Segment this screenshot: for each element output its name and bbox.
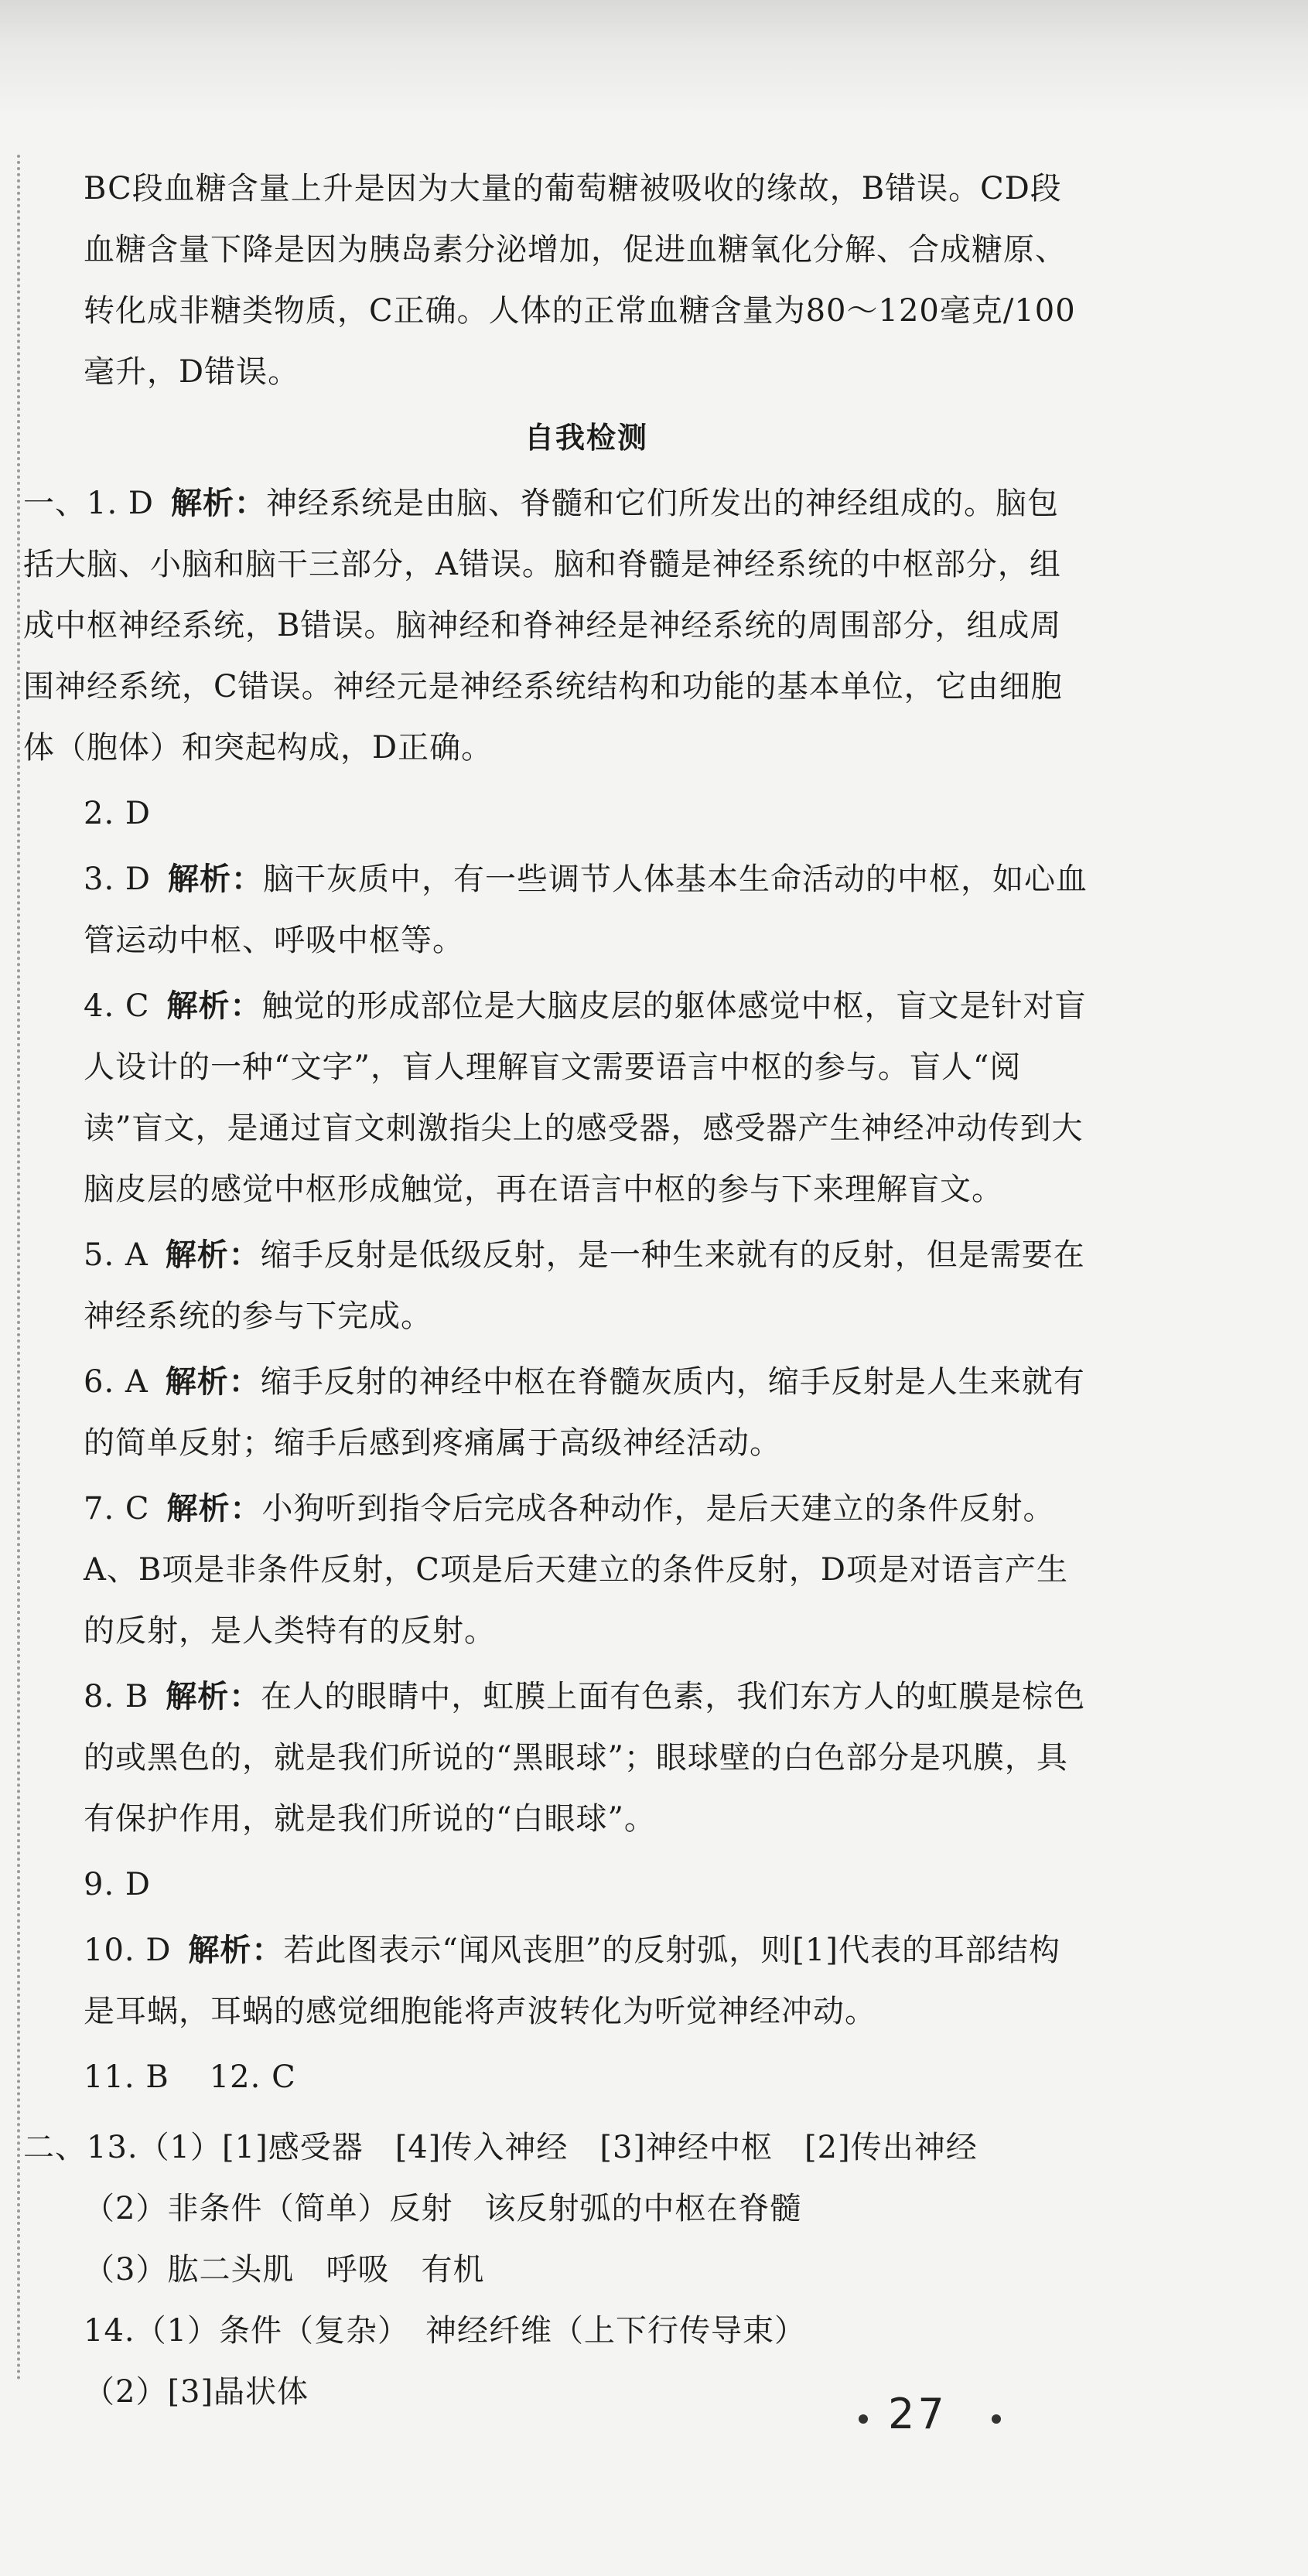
explain-label: 解析： [167, 862, 263, 897]
answer-number: 9. D [84, 1867, 151, 1902]
answer-number: 2. D [84, 796, 151, 831]
answer-item [84, 1920, 1089, 2042]
answer-text: 触觉的形成部位是大脑皮层的躯体感觉中枢，盲文是针对盲人设计的一种“文字”，盲人理解盲文需要语言中枢的参与。盲人“阅读”盲文，是通过盲文刺激指尖上的感受器，感受器产生神经冲动传到大脑皮层的感觉中枢形成触觉，再在语言中枢的参与下来理解盲文。 [84, 988, 1087, 1207]
explain-label: 解析： [170, 486, 266, 521]
answer-text: 缩手反射的神经中枢在脊髓灰质内，缩手反射是人生来就有的简单反射；缩手后感到疼痛属于高级神经活动。 [84, 1364, 1085, 1461]
answer-line: （2）非条件（简单）反射 该反射弧的中枢在脊髓 [84, 2191, 802, 2226]
explain-label: 解析： [166, 1679, 261, 1714]
answer-number: 8. B [84, 1679, 149, 1714]
explain-label: 解析： [166, 1491, 262, 1527]
answer-text: 脑干灰质中，有一些调节人体基本生命活动的中枢，如心血管运动中枢、呼吸中枢等。 [84, 862, 1088, 958]
page-number: 27 [888, 2390, 948, 2438]
answer-content [23, 159, 1089, 2423]
answer-item [84, 2047, 1089, 2108]
page-number-dot [859, 2414, 868, 2424]
answer-item [84, 1225, 1089, 1347]
answer-number: 7. C [84, 1491, 150, 1527]
answer-number: 10. D [84, 1933, 172, 1968]
answer-number: 3. D [84, 862, 151, 897]
answer-text: 在人的眼睛中，虹膜上面有色素，我们东方人的虹膜是棕色的或黑色的，就是我们所说的“黑眼球”；眼球壁的白色部分是巩膜，具有保护作用，就是我们所说的“白眼球”。 [84, 1679, 1086, 1837]
answer-line: （2）[3]晶状体 [84, 2374, 309, 2410]
answer-item [84, 1352, 1089, 1474]
answer-number: 4. C [84, 988, 150, 1024]
explain-label: 解析： [166, 988, 262, 1024]
answer-number: 6. A [84, 1364, 149, 1400]
answer-item [84, 849, 1089, 971]
answer-line: （3）肱二头肌 呼吸 有机 [84, 2252, 485, 2288]
answer-line: 二、13.（1）[1]感受器 [4]传入神经 [3]神经中枢 [2]传出神经 [23, 2130, 978, 2165]
explain-label: 解析： [165, 1237, 261, 1273]
explain-label: 解析： [165, 1364, 261, 1400]
intro-paragraph: BC段血糖含量上升是因为大量的葡萄糖被吸收的缘故，B错误。CD段血糖含量下降是因为胰岛素分泌增加，促进血糖氧化分解、合成糖原、转化成非糖类物质，C正确。人体的正常血糖含量为80～120毫克/100毫升，D错误。 [84, 171, 1076, 390]
answer-text: 小狗听到指令后完成各种动作，是后天建立的条件反射。A、B项是非条件反射，C项是后天建立的条件反射，D项是对语言产生的反射，是人类特有的反射。 [84, 1491, 1068, 1649]
answer-item [84, 1479, 1089, 1662]
explain-label: 解析： [188, 1933, 284, 1968]
answer-item [84, 783, 1089, 844]
page-number-dot [992, 2414, 1001, 2424]
answer-item [23, 473, 1089, 779]
answer-number: 12. C [209, 2059, 296, 2095]
answer-text: 缩手反射是低级反射，是一种生来就有的反射，但是需要在神经系统的参与下完成。 [84, 1237, 1085, 1334]
page-top-shadow [0, 0, 1308, 116]
answer-item [84, 1667, 1089, 1850]
answer-number: 11. B [84, 2059, 169, 2095]
answer-number: 5. A [84, 1237, 149, 1273]
margin-dotted-rule [17, 155, 20, 2382]
section-title: 自我检测 [524, 421, 648, 455]
answer-item [84, 976, 1089, 1220]
answer-text: 神经系统是由脑、脊髓和它们所发出的神经组成的。脑包括大脑、小脑和脑干三部分，A错误。脑和脊髓是神经系统的中枢部分，组成中枢神经系统，B错误。脑神经和脊神经是神经系统的周围部分，组成周围神经系统，C错误。神经元是神经系统结构和功能的基本单位，它由细胞体（胞体）和突起构成，D正确。 [23, 486, 1063, 766]
answer-line: 14.（1）条件（复杂） 神经纤维（上下行传导束） [84, 2313, 807, 2349]
answer-number: 一、1. D [23, 486, 154, 521]
answer-item [84, 1854, 1089, 1916]
answer-text: 若此图表示“闻风丧胆”的反射弧，则[1]代表的耳部结构是耳蜗，耳蜗的感觉细胞能将声波转化为听觉神经冲动。 [84, 1933, 1060, 2029]
